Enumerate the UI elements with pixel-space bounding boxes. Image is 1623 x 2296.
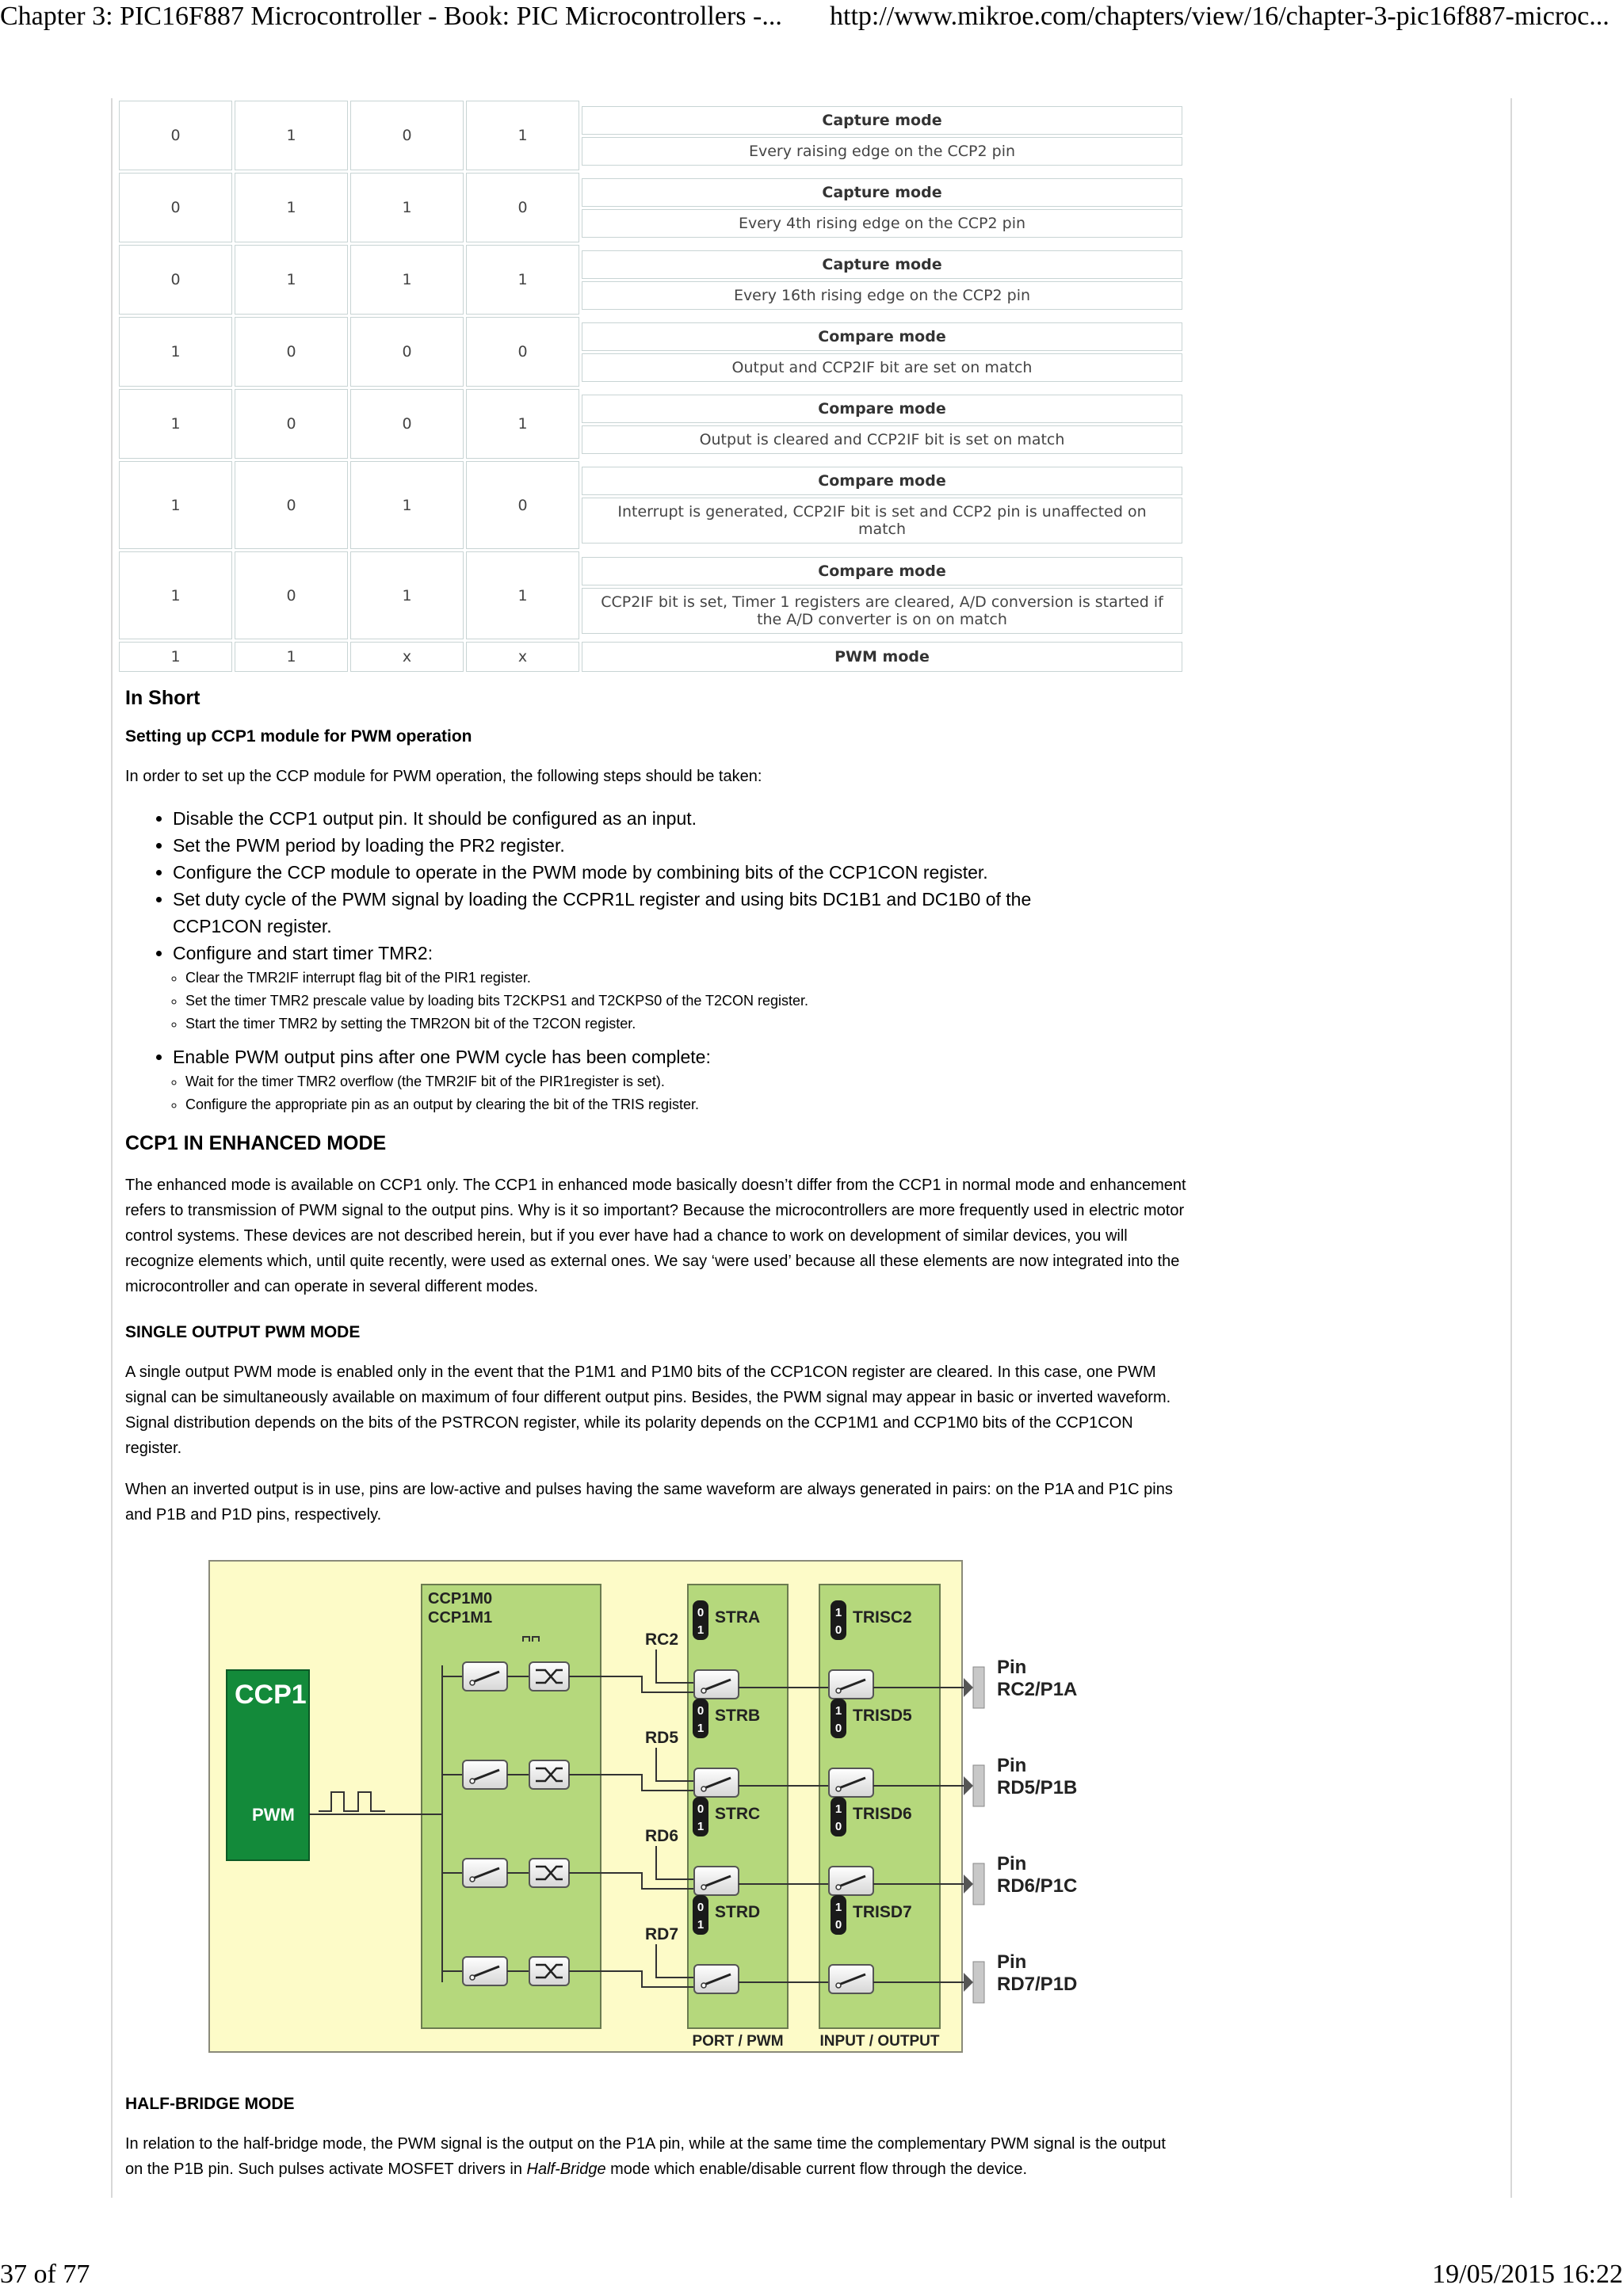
- arrow-icon: [964, 1776, 973, 1795]
- table-cell: 1: [350, 173, 464, 242]
- table-cell: 0: [119, 173, 232, 242]
- switch-icon: [829, 1965, 873, 1993]
- table-cell: 1: [119, 642, 232, 672]
- table-cell: 0: [235, 461, 348, 549]
- table-cell: 1: [119, 389, 232, 459]
- sub-list-item: ◦ Start the timer TMR2 by setting the TMR2ON bit of the T2CON register.: [185, 1013, 1189, 1035]
- switch-icon: [463, 1859, 507, 1887]
- bit-selector-icon: [693, 1699, 708, 1738]
- table-cell: 0: [235, 551, 348, 639]
- switch-icon: [463, 1760, 507, 1789]
- svg-text:0: 0: [834, 1918, 842, 1932]
- input-output-label: INPUT / OUTPUT: [819, 2033, 940, 2050]
- table-cell: 0: [350, 389, 464, 459]
- half-bridge-text-1: In relation to the half-bridge mode, the PWM signal is the output on the P1A pin, while at the same time the complementary PWM signal is the output on the P1B pin. Such pulses activate MOSFET drivers in: [125, 2135, 1166, 2178]
- page-footer-number: 37 of 77: [0, 2260, 90, 2289]
- pin-label: Pin: [997, 1951, 1027, 1973]
- svg-text:1: 1: [697, 1820, 705, 1833]
- mode-note: Every 16th rising edge on the CCP2 pin: [582, 281, 1182, 310]
- svg-text:1: 1: [834, 1606, 842, 1619]
- setup-intro: In order to set up the CCP module for PWM operation, the following steps should be taken:: [125, 768, 762, 785]
- bit-selector-icon: [831, 1600, 846, 1640]
- mode-note: CCP2IF bit is set, Timer 1 registers are cleared, A/D conversion is started if the A/D converter is on on match: [582, 588, 1182, 634]
- table-cell: 1: [350, 245, 464, 315]
- table-cell: 1: [350, 461, 464, 549]
- svg-text:1: 1: [697, 1722, 705, 1735]
- svg-text:1: 1: [834, 1901, 842, 1914]
- ccp1m1-label: CCP1M1: [428, 1609, 493, 1627]
- bit-selector-icon: [693, 1600, 708, 1640]
- svg-text:0: 0: [697, 1704, 705, 1718]
- table-cell: 0: [350, 317, 464, 387]
- arrow-icon: [964, 1678, 973, 1697]
- table-row: [119, 245, 1182, 315]
- pin-name-label: RC2/P1A: [997, 1679, 1078, 1700]
- bit-selector-icon: [831, 1895, 846, 1935]
- switch-icon: [829, 1768, 873, 1797]
- table-cell: 0: [466, 461, 579, 549]
- pin-icon: [973, 1667, 984, 1708]
- table-row: [119, 551, 1182, 639]
- tris-bit-label: TRISD5: [853, 1707, 912, 1725]
- mode-note: Every 4th rising edge on the CCP2 pin: [582, 209, 1182, 238]
- sub-list-item: ◦ Clear the TMR2IF interrupt flag bit of the PIR1 register.: [185, 967, 1189, 990]
- list-item: [173, 1043, 1189, 1116]
- svg-text:1: 1: [834, 1802, 842, 1816]
- table-cell: 1: [466, 101, 579, 170]
- svg-text:0: 0: [697, 1606, 705, 1619]
- svg-text:0: 0: [834, 1820, 842, 1833]
- inverter-icon: [529, 1859, 569, 1887]
- page-footer-datetime: 19/05/2015 16:22: [1432, 2260, 1623, 2289]
- pin-icon: [973, 1863, 984, 1905]
- steering-bit-label: STRA: [715, 1608, 761, 1627]
- steering-bit-label: STRD: [715, 1903, 761, 1921]
- table-cell: 0: [466, 317, 579, 387]
- tris-bit-label: TRISC2: [853, 1608, 912, 1627]
- table-cell: 0: [119, 245, 232, 315]
- switch-icon: [829, 1670, 873, 1699]
- table-cell: 1: [466, 245, 579, 315]
- sub-list-item: ◦ Configure the appropriate pin as an output by clearing the bit of the TRIS register.: [185, 1093, 1189, 1116]
- table-cell: 1: [235, 101, 348, 170]
- list-item: • Configure the CCP module to operate in the PWM mode by combining bits of the CCP1CON register.: [173, 859, 1189, 886]
- table-row: [119, 173, 1182, 242]
- article-content: [119, 98, 1189, 2198]
- table-cell: x: [466, 642, 579, 672]
- switch-icon: [694, 1965, 739, 1993]
- ccp1m0-label: CCP1M0: [428, 1590, 493, 1608]
- svg-text:0: 0: [834, 1623, 842, 1637]
- mode-note: Output is cleared and CCP2IF bit is set on match: [582, 425, 1182, 454]
- inverter-icon: [529, 1662, 569, 1691]
- switch-icon: [463, 1662, 507, 1691]
- switch-icon: [463, 1957, 507, 1985]
- single-output-paragraph-1: A single output PWM mode is enabled only in the event that the P1M1 and P1M0 bits of the CCP1CON register are cleared. In this case, one PWM signal can be simultaneously available on maximum of four different output pins. Besides, the PWM signal may appear in basic or inverted waveform. Signal distribution depends on the bits of the PSTRCON register, while its polarity depends on the CCP1M1 and CCP1M0 bits of the CCP1CON register.: [125, 1363, 1171, 1457]
- table-cell: 1: [466, 551, 579, 639]
- mode-label: Capture mode: [582, 178, 1182, 207]
- pin-name-label: RD6/P1C: [997, 1875, 1078, 1897]
- single-output-paragraph-2: When an inverted output is in use, pins are low-active and pulses having the same waveform are always generated in pairs: on the P1A and P1C pins and P1B and P1D pins, respectively.: [125, 1481, 1173, 1524]
- bit-selector-icon: [831, 1797, 846, 1836]
- table-cell: 1: [235, 245, 348, 315]
- switch-icon: [694, 1867, 739, 1895]
- table-cell-mode: PWM mode: [582, 642, 1182, 672]
- half-bridge-paragraph: [125, 2131, 1187, 2182]
- table-cell: 1: [466, 389, 579, 459]
- mode-note: Interrupt is generated, CCP2IF bit is set and CCP2 pin is unaffected on match: [582, 498, 1182, 543]
- steering-bit-label: STRB: [715, 1707, 761, 1725]
- bit-selector-icon: [693, 1895, 708, 1935]
- table-cell-description: [582, 389, 1182, 459]
- svg-text:1: 1: [697, 1623, 705, 1637]
- switch-icon: [829, 1867, 873, 1895]
- mode-label: Compare mode: [582, 395, 1182, 423]
- arrow-icon: [964, 1973, 973, 1992]
- ccp2-mode-table: [116, 98, 1185, 674]
- table-cell: 0: [235, 389, 348, 459]
- port-label: RC2: [645, 1630, 679, 1649]
- table-cell: 1: [235, 642, 348, 672]
- sub-list-item: ◦ Set the timer TMR2 prescale value by loading bits T2CKPS1 and T2CKPS0 of the T2CON register.: [185, 990, 1189, 1013]
- mode-note: Output and CCP2IF bit are set on match: [582, 353, 1182, 382]
- switch-icon: [694, 1768, 739, 1797]
- svg-text:1: 1: [834, 1704, 842, 1718]
- mode-label: Capture mode: [582, 106, 1182, 135]
- table-cell: x: [350, 642, 464, 672]
- table-cell-description: [582, 173, 1182, 242]
- ccp1-label: CCP1: [235, 1680, 307, 1710]
- table-cell: 1: [235, 173, 348, 242]
- list-item: • Disable the CCP1 output pin. It should be configured as an input.: [173, 805, 1189, 832]
- pin-icon: [973, 1962, 984, 2003]
- table-cell-description: [582, 317, 1182, 387]
- page-header-title: Chapter 3: PIC16F887 Microcontroller - Book: PIC Microcontrollers -...: [0, 2, 782, 31]
- list-item-text: Configure and start timer TMR2:: [173, 943, 433, 963]
- pin-label: Pin: [997, 1853, 1027, 1875]
- inverter-icon: [529, 1957, 569, 1985]
- mode-note: Every raising edge on the CCP2 pin: [582, 137, 1182, 166]
- table-cell-description: [582, 551, 1182, 639]
- mode-label: Compare mode: [582, 322, 1182, 351]
- tris-bit-label: TRISD6: [853, 1805, 912, 1823]
- table-row: [119, 101, 1182, 170]
- mode-label: Capture mode: [582, 250, 1182, 279]
- table-cell: 0: [466, 173, 579, 242]
- table-row: [119, 317, 1182, 387]
- table-row: [119, 389, 1182, 459]
- pin-name-label: RD7/P1D: [997, 1974, 1078, 1995]
- sub-list-item: ◦ Wait for the timer TMR2 overflow (the TMR2IF bit of the PIR1register is set).: [185, 1070, 1189, 1093]
- list-item: • Set duty cycle of the PWM signal by loading the CCPR1L register and using bits DC1B1 and DC1B0 of the CCP1CON register.: [173, 886, 1060, 940]
- table-cell: 0: [350, 101, 464, 170]
- arrow-icon: [964, 1875, 973, 1894]
- table-cell: 0: [119, 101, 232, 170]
- half-bridge-emphasis: Half-Bridge: [526, 2161, 606, 2178]
- table-cell: 1: [119, 461, 232, 549]
- subheading-single-output: SINGLE OUTPUT PWM MODE: [125, 1323, 361, 1341]
- section-heading-enhanced: CCP1 IN ENHANCED MODE: [125, 1132, 387, 1154]
- content-border-right: [1510, 98, 1512, 2198]
- table-cell: 0: [235, 317, 348, 387]
- list-item: [173, 940, 1189, 1035]
- pin-name-label: RD5/P1B: [997, 1777, 1078, 1798]
- subheading-setup-ccp1: Setting up CCP1 module for PWM operation: [125, 727, 472, 746]
- half-bridge-text-2: mode which enable/disable current flow through the device.: [605, 2161, 1028, 2178]
- pin-icon: [973, 1765, 984, 1806]
- svg-text:0: 0: [834, 1722, 842, 1735]
- svg-text:0: 0: [697, 1802, 705, 1816]
- port-label: RD5: [645, 1729, 679, 1747]
- tris-bit-label: TRISD7: [853, 1903, 912, 1921]
- port-pwm-label: PORT / PWM: [692, 2033, 784, 2050]
- pin-label: Pin: [997, 1657, 1027, 1678]
- svg-text:1: 1: [697, 1918, 705, 1932]
- table-cell-description: [582, 101, 1182, 170]
- subheading-half-bridge: HALF-BRIDGE MODE: [125, 2095, 295, 2113]
- setup-steps-list: [119, 805, 1189, 1116]
- port-label: RD7: [645, 1925, 679, 1943]
- mode-label: Compare mode: [582, 467, 1182, 495]
- table-row: [119, 461, 1182, 549]
- control-block: [422, 1585, 601, 2028]
- table-cell: 1: [350, 551, 464, 639]
- table-cell: 1: [119, 317, 232, 387]
- bit-selector-icon: [693, 1797, 708, 1836]
- sub-list: [173, 1070, 1189, 1116]
- enhanced-paragraph: The enhanced mode is available on CCP1 only. The CCP1 in enhanced mode basically doesn’t differ from the CCP1 in normal mode and enhancement refers to transmission of PWM signal to the output pins. Why is it so important? Because the microcontrollers are more frequently used in electric motor control systems. These devices are not described herein, but if you ever have had a chance to work on development of similar devices, you will recognize elements which, until quite recently, were used as external ones. We say ‘were used’ because all these elements are now integrated into the microcontroller and can operate in several different modes.: [125, 1177, 1186, 1295]
- list-item: • Set the PWM period by loading the PR2 register.: [173, 832, 1189, 859]
- pwm-label: PWM: [252, 1805, 295, 1825]
- page-header-url[interactable]: http://www.mikroe.com/chapters/view/16/chapter-3-pic16f887-microc...: [830, 2, 1610, 31]
- switch-icon: [694, 1670, 739, 1699]
- content-border-left: [111, 98, 113, 2198]
- table-cell-description: [582, 245, 1182, 315]
- bit-selector-icon: [831, 1699, 846, 1738]
- sub-list: [173, 967, 1189, 1035]
- inverter-icon: [529, 1760, 569, 1789]
- mode-label: Compare mode: [582, 557, 1182, 585]
- section-heading-in-short: In Short: [125, 687, 200, 709]
- steering-bit-label: STRC: [715, 1805, 761, 1823]
- single-output-pwm-diagram: [119, 1559, 1189, 2066]
- pin-label: Pin: [997, 1755, 1027, 1776]
- svg-text:0: 0: [697, 1901, 705, 1914]
- table-cell-description: [582, 461, 1182, 549]
- table-cell: 1: [119, 551, 232, 639]
- table-row: [119, 642, 1182, 672]
- list-item-text: Enable PWM output pins after one PWM cycle has been complete:: [173, 1047, 711, 1067]
- port-label: RD6: [645, 1827, 679, 1845]
